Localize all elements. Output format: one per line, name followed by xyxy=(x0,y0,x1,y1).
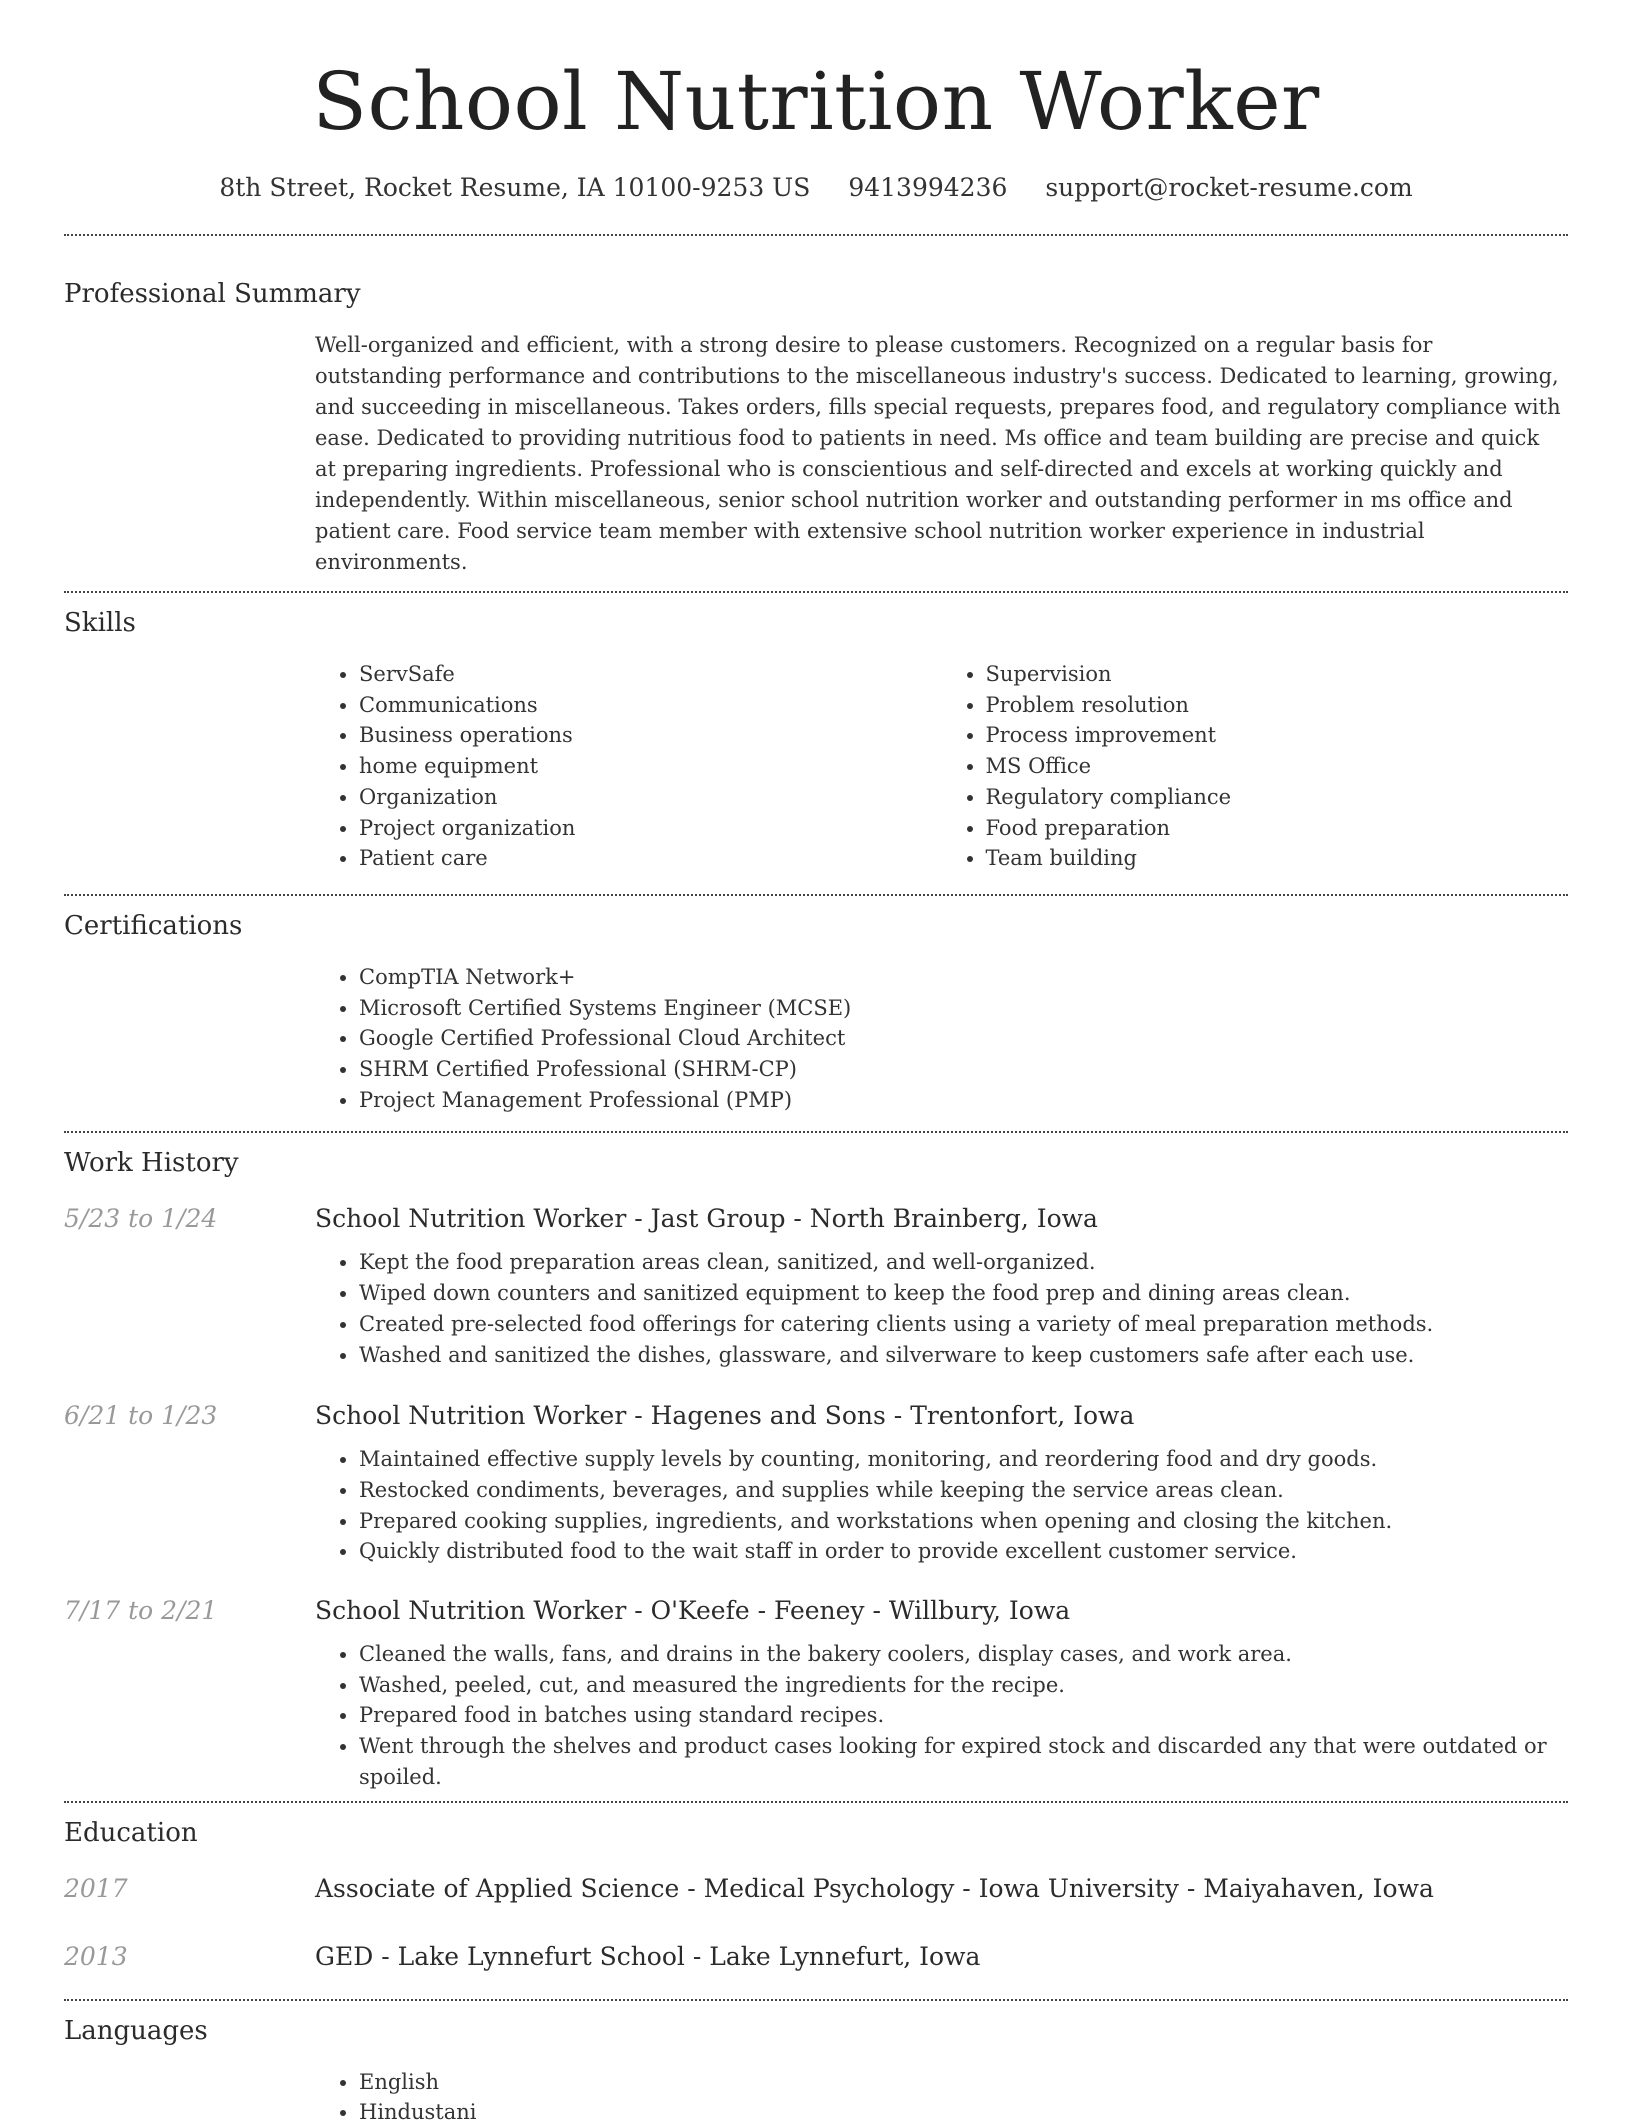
skill-item: • Food preparation xyxy=(986,813,1569,844)
summary-section xyxy=(64,276,1568,578)
job-bullets xyxy=(315,1444,1568,1567)
work-history-heading: Work History xyxy=(64,1148,239,1179)
job-entry xyxy=(64,1593,1568,1793)
job-bullet: • Prepared cooking supplies, ingredients, and workstations when opening and closing the kitchen. xyxy=(359,1506,1568,1537)
education-entry xyxy=(64,1871,1568,1907)
job-dates: 7/17 to 2/21 xyxy=(64,1596,218,1626)
job-title: School Nutrition Worker - O'Keefe - Feeney - Willbury, Iowa xyxy=(315,1596,1071,1626)
contact-phone: 9413994236 xyxy=(848,173,1008,202)
certification-item: • Google Certified Professional Cloud Architect xyxy=(359,1023,1568,1054)
education-heading: Education xyxy=(64,1817,198,1848)
resume-page xyxy=(64,0,1568,2128)
certification-item: • Project Management Professional (PMP) xyxy=(359,1085,1568,1116)
skill-item: • Business operations xyxy=(359,720,942,751)
section-divider xyxy=(64,1999,1568,2001)
certification-item: • Microsoft Certified Systems Engineer (MCSE) xyxy=(359,993,1568,1024)
skill-item: • Regulatory compliance xyxy=(986,782,1569,813)
contact-email: support@rocket-resume.com xyxy=(1045,173,1413,202)
certification-item: • SHRM Certified Professional (SHRM-CP) xyxy=(359,1054,1568,1085)
skill-item: • Process improvement xyxy=(986,720,1569,751)
section-divider xyxy=(64,894,1568,896)
education-title: GED - Lake Lynnefurt School - Lake Lynnefurt, Iowa xyxy=(315,1941,981,1971)
skill-item: • Team building xyxy=(986,843,1569,874)
section-divider xyxy=(64,1801,1568,1803)
job-bullet: • Maintained effective supply levels by counting, monitoring, and reordering food and dry goods. xyxy=(359,1444,1568,1475)
skills-list-left xyxy=(315,659,942,874)
job-bullet: • Washed, peeled, cut, and measured the ingredients for the recipe. xyxy=(359,1670,1568,1701)
skill-item: • home equipment xyxy=(359,751,942,782)
certifications-list xyxy=(315,962,1568,1116)
skills-list-right xyxy=(942,659,1569,874)
job-bullet: • Restocked condiments, beverages, and supplies while keeping the service areas clean. xyxy=(359,1475,1568,1506)
language-item: • English xyxy=(359,2067,1568,2098)
section-divider xyxy=(64,591,1568,593)
languages-section xyxy=(64,2013,1568,2128)
education-entry xyxy=(64,1939,1568,1975)
contact-line xyxy=(64,170,1568,206)
resume-name: School Nutrition Worker xyxy=(312,55,1320,148)
job-dates: 5/23 to 1/24 xyxy=(64,1204,218,1234)
education-year: 2017 xyxy=(64,1873,128,1903)
skill-item: • Project organization xyxy=(359,813,942,844)
job-dates: 6/21 to 1/23 xyxy=(64,1401,218,1431)
job-title: School Nutrition Worker - Jast Group - North Brainberg, Iowa xyxy=(315,1204,1098,1234)
job-bullet: • Prepared food in batches using standard recipes. xyxy=(359,1700,1568,1731)
skill-item: • ServSafe xyxy=(359,659,942,690)
skill-item: • Problem resolution xyxy=(986,690,1569,721)
languages-heading: Languages xyxy=(64,2015,208,2046)
skills-section xyxy=(64,605,1568,874)
job-title: School Nutrition Worker - Hagenes and Sons - Trentonfort, Iowa xyxy=(315,1401,1135,1431)
job-bullet: • Wiped down counters and sanitized equipment to keep the food prep and dining areas clean. xyxy=(359,1278,1568,1309)
job-bullet: • Went through the shelves and product cases looking for expired stock and discarded any that were outdated or spoiled. xyxy=(359,1731,1568,1792)
job-bullet: • Quickly distributed food to the wait staff in order to provide excellent customer service. xyxy=(359,1536,1568,1567)
skill-item: • Supervision xyxy=(986,659,1569,690)
job-entry xyxy=(64,1398,1568,1567)
job-bullet: • Kept the food preparation areas clean, sanitized, and well-organized. xyxy=(359,1247,1568,1278)
certifications-section xyxy=(64,908,1568,1116)
section-divider xyxy=(64,234,1568,236)
work-history-section xyxy=(64,1145,1568,1792)
language-item: • Hindustani xyxy=(359,2097,1568,2128)
certifications-heading: Certifications xyxy=(64,910,243,941)
job-bullet: • Washed and sanitized the dishes, glassware, and silverware to keep customers safe after each use. xyxy=(359,1340,1568,1371)
job-bullets xyxy=(315,1247,1568,1370)
languages-list xyxy=(315,2067,1568,2128)
job-bullet: • Cleaned the walls, fans, and drains in the bakery coolers, display cases, and work area. xyxy=(359,1639,1568,1670)
job-entry xyxy=(64,1201,1568,1370)
education-section xyxy=(64,1815,1568,1975)
section-divider xyxy=(64,1131,1568,1133)
skills-heading: Skills xyxy=(64,608,136,638)
contact-address: 8th Street, Rocket Resume, IA 10100-9253 US xyxy=(219,173,811,202)
skill-item: • Communications xyxy=(359,690,942,721)
skill-item: • MS Office xyxy=(986,751,1569,782)
summary-text: Well-organized and efficient, with a strong desire to please customers. Recognized on a regular basis for outstanding performance and contributions to the miscellaneous industry's success. Dedicated to learning, growing, and succeeding in miscellaneous. Takes orders, fills special requests, prepares food, and regulatory compliance with ease. Dedicated to providing nutritious food to patients in need. Ms office and team building are precise and quick at preparing ingredients. Professional who is conscientious and self-directed and excels at working quickly and independently. Within miscellaneous, senior school nutrition worker and outstanding performer in ms office and patient care. Food service team member with extensive school nutrition worker experience in industrial environments. xyxy=(315,333,1561,574)
job-bullet: • Created pre-selected food offerings for catering clients using a variety of meal preparation methods. xyxy=(359,1309,1568,1340)
skill-item: • Patient care xyxy=(359,843,942,874)
education-title: Associate of Applied Science - Medical Psychology - Iowa University - Maiyahaven, Iowa xyxy=(315,1873,1434,1903)
education-year: 2013 xyxy=(64,1941,128,1971)
summary-heading: Professional Summary xyxy=(64,279,361,309)
certification-item: • CompTIA Network+ xyxy=(359,962,1568,993)
skill-item: • Organization xyxy=(359,782,942,813)
job-bullets xyxy=(315,1639,1568,1793)
